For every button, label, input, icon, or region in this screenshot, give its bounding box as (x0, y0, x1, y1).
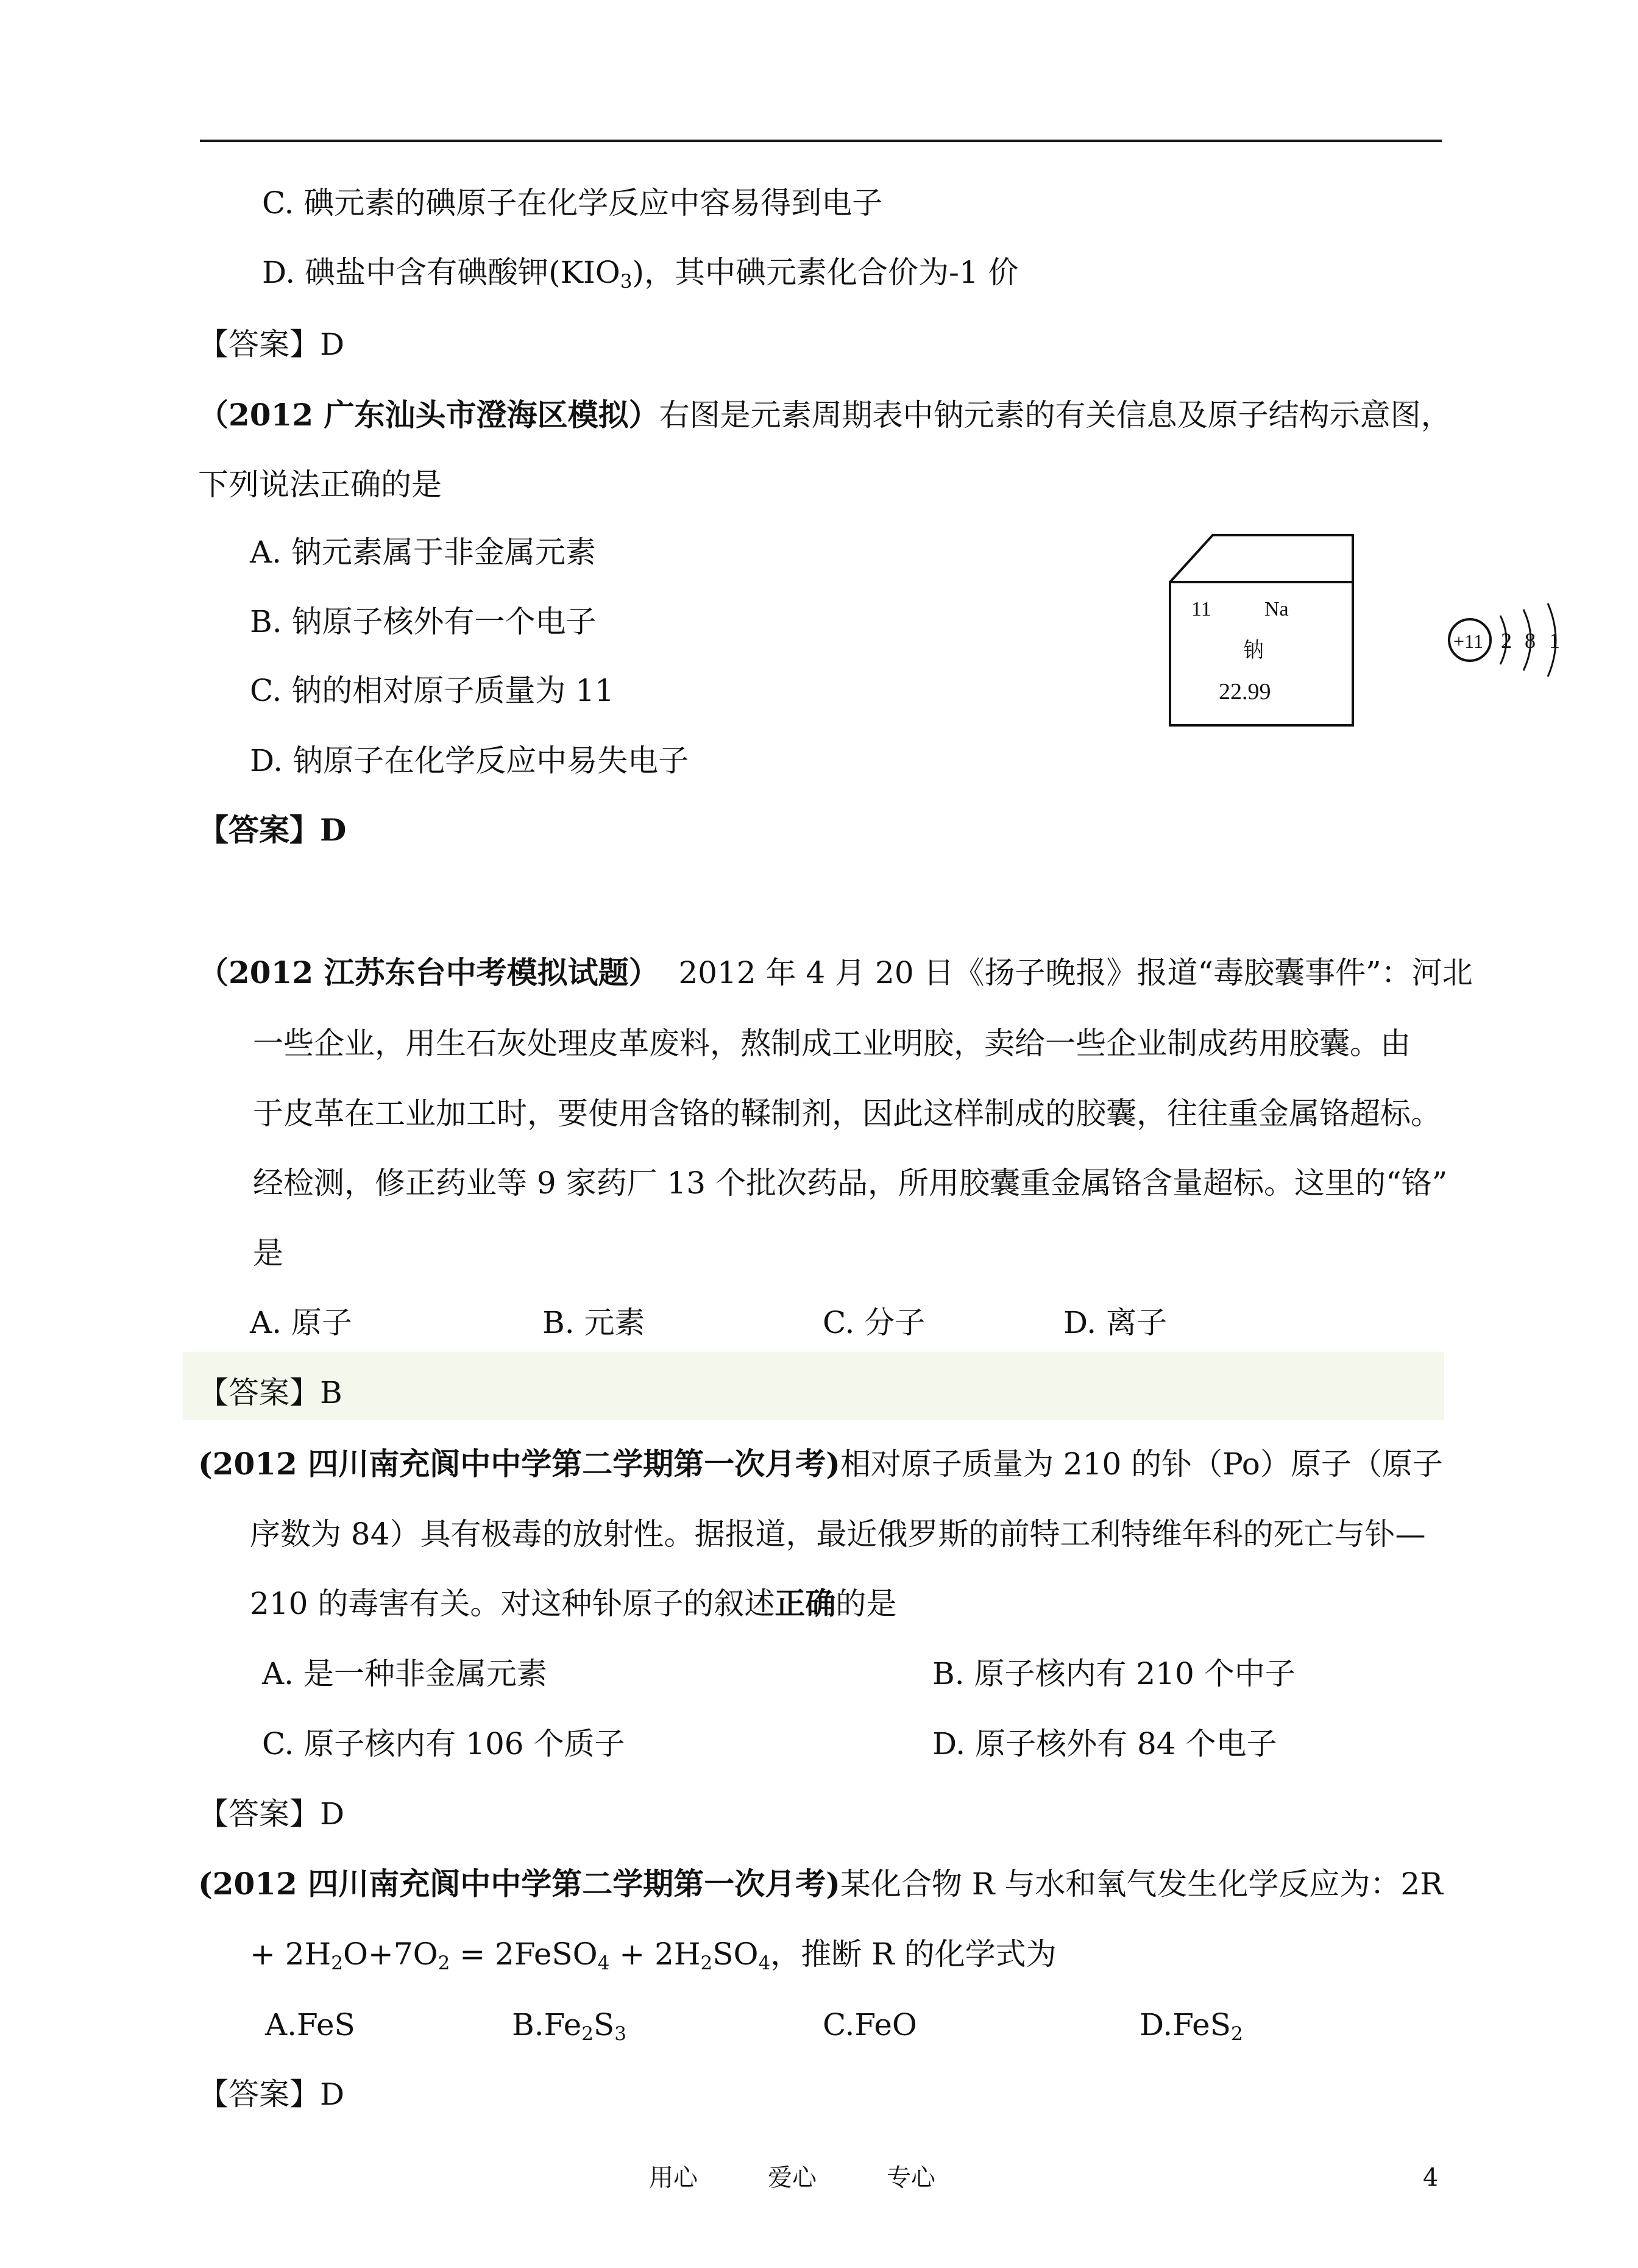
q1-option-d: D. 钠原子在化学反应中易失电子 (250, 743, 689, 778)
q2-line-5: 是 (253, 1235, 283, 1271)
q2-line-4: 经检测，修正药业等 9 家药厂 13 个批次药品，所用胶囊重金属铬含量超标。这里的“铬” (253, 1165, 1448, 1201)
q3-line-2: 序数为 84）具有极毒的放射性。据报道，最近俄罗斯的前特工利特维年科的死亡与钋— (250, 1516, 1426, 1552)
q3-option-d: D. 原子核外有 84 个电子 (932, 1726, 1277, 1761)
prev-answer: 【答案】D (198, 327, 345, 362)
page-number: 4 (1423, 2164, 1439, 2192)
shell-electrons-1: 2 (1501, 628, 1512, 653)
q4-option-a: A.FeS (265, 2007, 355, 2042)
q1-stem-line-1: （2012 广东汕头市澄海区模拟）右图是元素周期表中钠元素的有关信息及原子结构示意图， (198, 397, 1452, 433)
q3-answer: 【答案】D (198, 1796, 345, 1832)
q1-option-a: A. 钠元素属于非金属元素 (250, 535, 596, 570)
q2-option-a: A. 原子 (250, 1305, 352, 1340)
q4-line-1: (2012 四川南充阆中中学第二学期第一次月考)某化合物 R 与水和氧气发生化学反应为：2R (198, 1866, 1443, 1902)
prev-option-c: C. 碘元素的碘原子在化学反应中容易得到电子 (262, 185, 883, 221)
shell-electrons-3: 1 (1549, 628, 1560, 653)
q3-option-b: B. 原子核内有 210 个中子 (932, 1656, 1296, 1691)
footer-motto-1: 用心 (649, 2164, 698, 2192)
q2-option-d: D. 离子 (1063, 1305, 1168, 1340)
q4-option-c: C.FeO (823, 2007, 917, 2042)
q2-line-2: 一些企业，用生石灰处理皮革废料，熬制成工业明胶，卖给一些企业制成药用胶囊。由 (253, 1026, 1411, 1061)
shell-electrons-2: 8 (1525, 628, 1536, 653)
q4-option-d: D.FeS$_2$ (1140, 2007, 1243, 2045)
q1-option-c: C. 钠的相对原子质量为 11 (250, 673, 614, 708)
sodium-element-diagram (1146, 524, 1572, 746)
q3-line-3: 210 的毒害有关。对这种钋原子的叙述正确的是 (250, 1585, 897, 1621)
q3-line-1: (2012 四川南充阆中中学第二学期第一次月考)相对原子质量为 210 的钋（Po）原子（原子 (198, 1446, 1443, 1482)
atomic-mass-label: 22.99 (1219, 679, 1271, 705)
element-name-label: 钠 (1243, 639, 1264, 662)
q1-option-b: B. 钠原子核外有一个电子 (250, 604, 597, 639)
q1-answer: 【答案】D (198, 812, 347, 848)
q4-equation-line: + $2H_2O+7O_2$ = 2FeSO$_4$ + $2H_2SO_4$，推断 R 的化学式为 (250, 1936, 1057, 1974)
q3-option-a: A. 是一种非金属元素 (262, 1656, 547, 1691)
q1-stem-line-2: 下列说法正确的是 (198, 467, 442, 502)
q2-line-3: 于皮革在工业加工时，要使用含铬的鞣制剂，因此这样制成的胶囊，往往重金属铬超标。 (253, 1096, 1441, 1131)
q3-option-c: C. 原子核内有 106 个质子 (262, 1726, 625, 1761)
footer-motto-2: 爱心 (768, 2164, 817, 2192)
q2-option-b: B. 元素 (542, 1305, 645, 1340)
q2-answer: 【答案】B (198, 1375, 342, 1410)
q4-answer: 【答案】D (198, 2077, 345, 2112)
sodium-element-figure (1146, 524, 1572, 744)
element-symbol-label: Na (1264, 598, 1289, 620)
q2-option-c: C. 分子 (823, 1305, 926, 1340)
atomic-number-label: 11 (1191, 598, 1211, 620)
prev-option-d: D. 碘盐中含有碘酸钾$(KIO_3)$，其中碘元素化合价为-1 价 (262, 255, 1019, 293)
header-rule (200, 140, 1442, 142)
q2-line-1: （2012 江苏东台中考模拟试题） 2012 年 4 月 20 日《扬子晚报》报道“毒胶囊事件”：河北 (198, 954, 1473, 990)
answer-highlight (183, 1352, 1444, 1420)
atom-structure (1449, 603, 1560, 677)
q4-option-b: $B.Fe_2S_3$ (512, 2007, 626, 2045)
footer-motto-3: 专心 (887, 2164, 935, 2192)
nucleus-charge-label: +11 (1453, 630, 1483, 652)
